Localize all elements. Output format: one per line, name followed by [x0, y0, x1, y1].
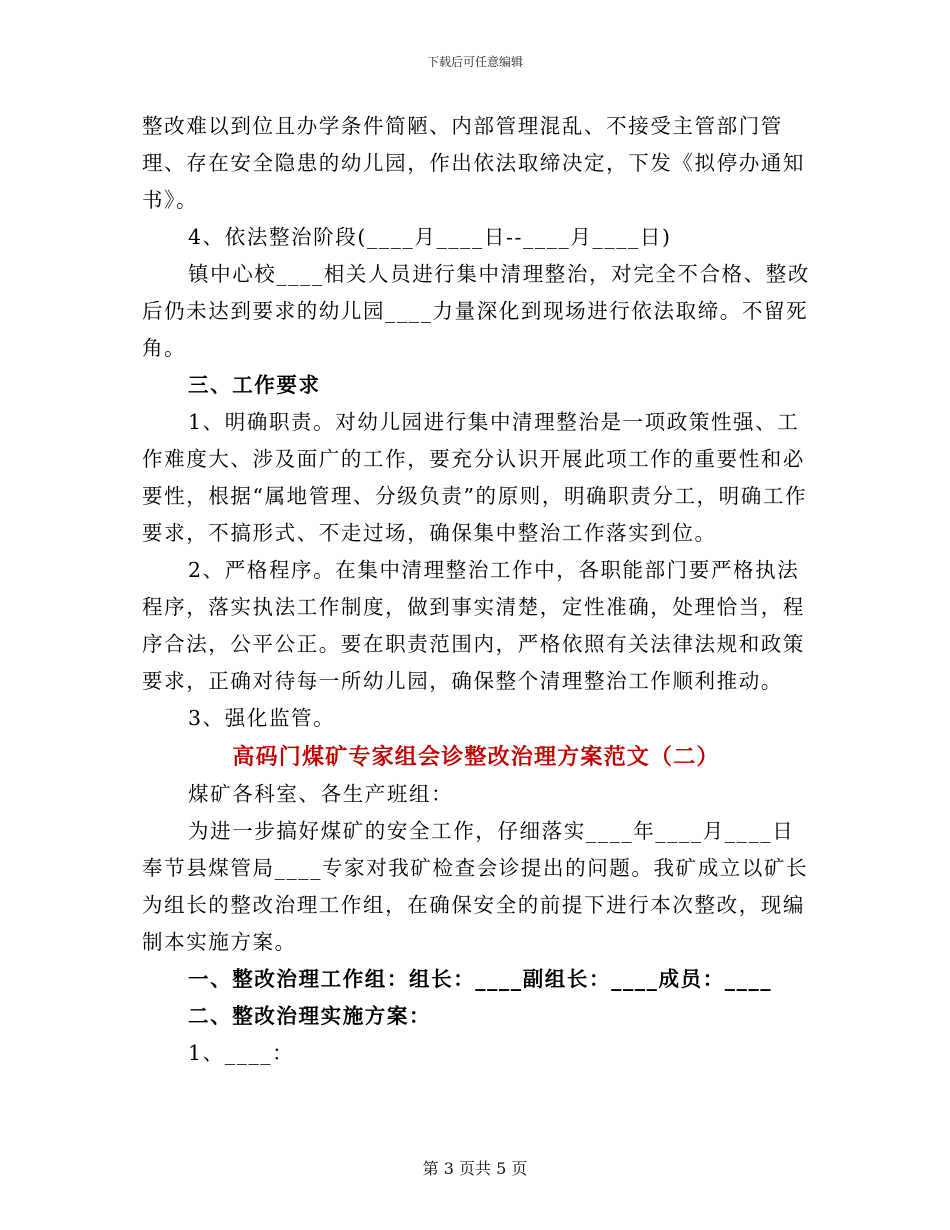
paragraph-closure-criteria: 整改难以到位且办学条件简陋、内部管理混乱、不接受主管部门管理、存在安全隐患的幼儿园，作出依法取缔决定，下发《拟停办通知书》。	[142, 114, 805, 212]
page-footer: 第 3 页共 5 页	[422, 1159, 528, 1178]
document-body	[142, 108, 810, 1072]
paragraph-addressee: 煤矿各科室、各生产班组：	[188, 782, 454, 806]
paragraph-requirement-2: 2、严格程序。在集中清理整治工作中，各职能部门要严格执法程序，落实执法工作制度，做到事实清楚，定性准确，处理恰当，程序合法，公平公正。要在职责范围内，严格依照有关法律法规和政策要求，正确对待每一所幼儿园，确保整个清理整治工作顺利推动。	[142, 558, 805, 693]
paragraph-stage-4: 4、依法整治阶段(____月____日--____月____日)	[188, 225, 672, 249]
paragraph-introduction: 为进一步搞好煤矿的安全工作，仔细落实____年____月____日奉节县煤管局____专家对我矿检查会诊提出的问题。我矿成立以矿长为组长的整改治理工作组，在确保安全的前提下进行本次整改，现编制本实施方案。	[142, 819, 809, 954]
paragraph-requirement-1: 1、明确职责。对幼儿园进行集中清理整治是一项政策性强、工作难度大、涉及面广的工作，要充分认识开展此项工作的重要性和必要性，根据“属地管理、分级负责”的原则，明确职责分工，明确工作要求，不搞形式、不走过场，确保集中整治工作落实到位。	[142, 410, 808, 545]
heading-implementation-plan: 二、整改治理实施方案：	[188, 1004, 432, 1028]
paragraph-requirement-3: 3、强化监管。	[188, 706, 336, 730]
document-title: 高码门煤矿专家组会诊整改治理方案范文（二）	[232, 744, 720, 770]
page-header: 下载后可任意编辑	[426, 55, 523, 69]
paragraph-stage-4-detail: 镇中心校____相关人员进行集中清理整治，对完全不合格、整改后仍未达到要求的幼儿园____力量深化到现场进行依法取缔。不留死角。	[142, 262, 810, 360]
paragraph-item-1: 1、____：	[188, 1041, 295, 1065]
heading-work-requirements: 三、工作要求	[188, 373, 321, 397]
heading-working-group: 一、整改治理工作组：组长：____副组长：____成员：____	[188, 967, 773, 991]
